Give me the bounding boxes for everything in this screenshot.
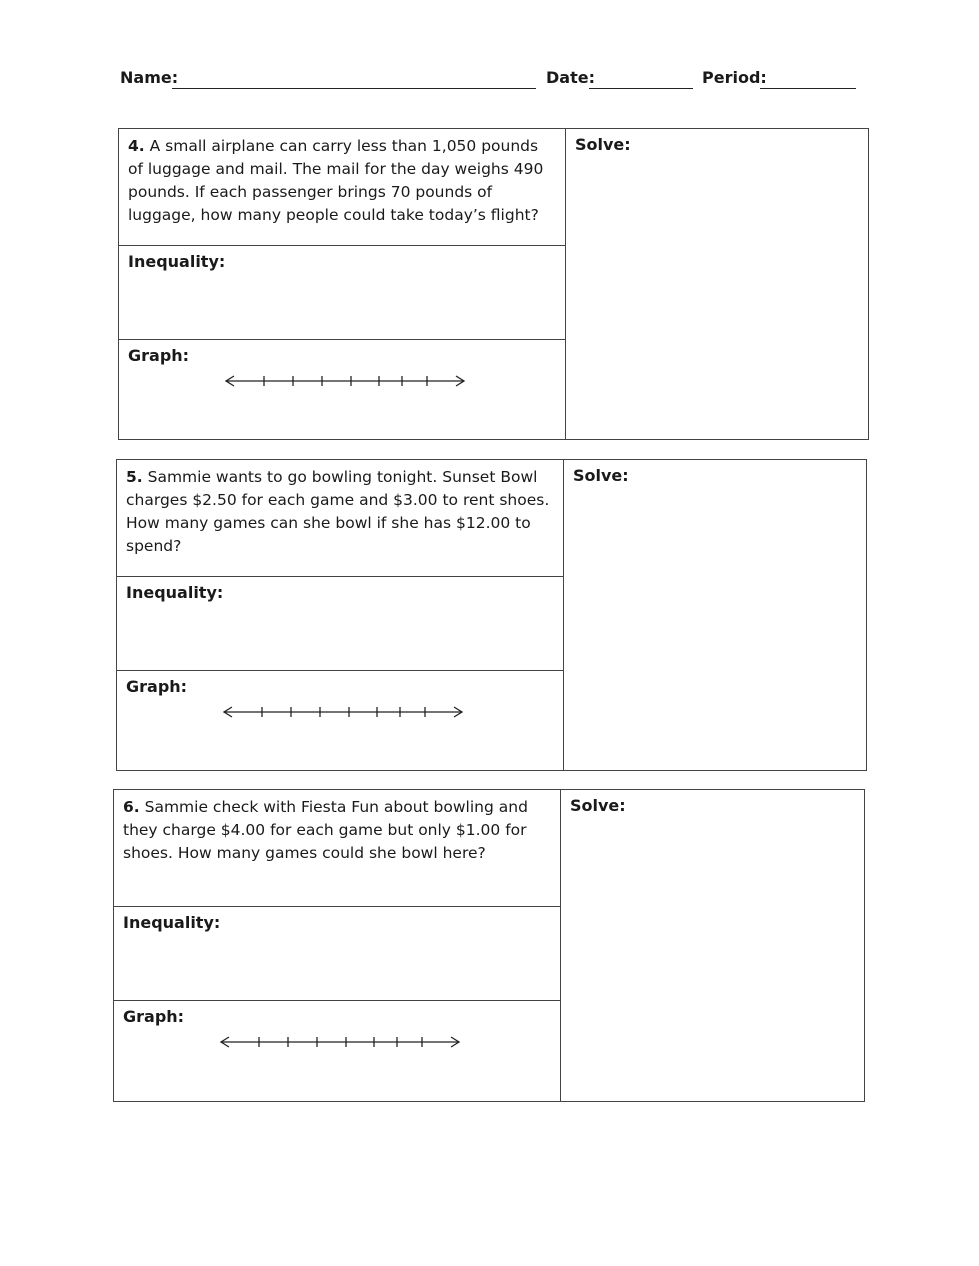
date-field[interactable]: [589, 88, 693, 89]
problem-5-text: Sammie wants to go bowling tonight. Sunset Bowl charges $2.50 for each game and $3.00 to rent shoes. How many games can she bowl if she has $12.00 to spend?: [126, 468, 550, 555]
problem-4-graph-label: Graph:: [128, 346, 190, 365]
problem-5-left-column: [117, 460, 564, 770]
problem-6-solve-area[interactable]: [561, 790, 864, 1101]
problem-5-inequality-area[interactable]: [117, 577, 563, 671]
problem-4-left-column: [119, 129, 566, 439]
problem-6-graph-label: Graph:: [123, 1007, 185, 1026]
problem-5-box: [116, 459, 867, 771]
problem-5-number-line[interactable]: [220, 704, 466, 720]
name-label: Name:: [120, 68, 179, 87]
problem-4-solve-area[interactable]: [566, 129, 868, 439]
problem-6-graph-area: [114, 1001, 560, 1101]
problem-6-inequality-label: Inequality:: [123, 913, 221, 932]
problem-4-text: A small airplane can carry less than 1,050 pounds of luggage and mail. The mail for the day weighs 490 pounds. If each passenger brings 70 pounds of luggage, how many people could take today’s flight?: [128, 137, 544, 224]
period-label: Period:: [702, 68, 767, 87]
worksheet-header: [0, 68, 979, 98]
problem-6-number: 6.: [123, 798, 140, 816]
problem-6-question: [114, 790, 560, 907]
problem-6-inequality-area[interactable]: [114, 907, 560, 1001]
problem-4-question: [119, 129, 565, 246]
problem-4-number-line[interactable]: [222, 373, 468, 389]
problem-4-inequality-label: Inequality:: [128, 252, 226, 271]
problem-6-box: [113, 789, 865, 1102]
problem-4-solve-label: Solve:: [575, 135, 631, 154]
period-field[interactable]: [760, 88, 856, 89]
problem-5-solve-label: Solve:: [573, 466, 629, 485]
problem-5-solve-area[interactable]: [564, 460, 866, 770]
problem-6-number-line[interactable]: [217, 1034, 463, 1050]
date-label: Date:: [546, 68, 595, 87]
problem-5-graph-label: Graph:: [126, 677, 188, 696]
problem-6-text: Sammie check with Fiesta Fun about bowling and they charge $4.00 for each game but only $1.00 for shoes. How many games could she bowl here?: [123, 798, 528, 862]
problem-5-inequality-label: Inequality:: [126, 583, 224, 602]
problem-5-graph-area: [117, 671, 563, 770]
problem-5-question: [117, 460, 563, 577]
problem-4-number: 4.: [128, 137, 145, 155]
problem-5-number: 5.: [126, 468, 143, 486]
problem-4-inequality-area[interactable]: [119, 246, 565, 340]
name-field[interactable]: [172, 88, 536, 89]
problem-4-graph-area: [119, 340, 565, 439]
problem-6-left-column: [114, 790, 561, 1101]
problem-6-solve-label: Solve:: [570, 796, 626, 815]
problem-4-box: [118, 128, 869, 440]
